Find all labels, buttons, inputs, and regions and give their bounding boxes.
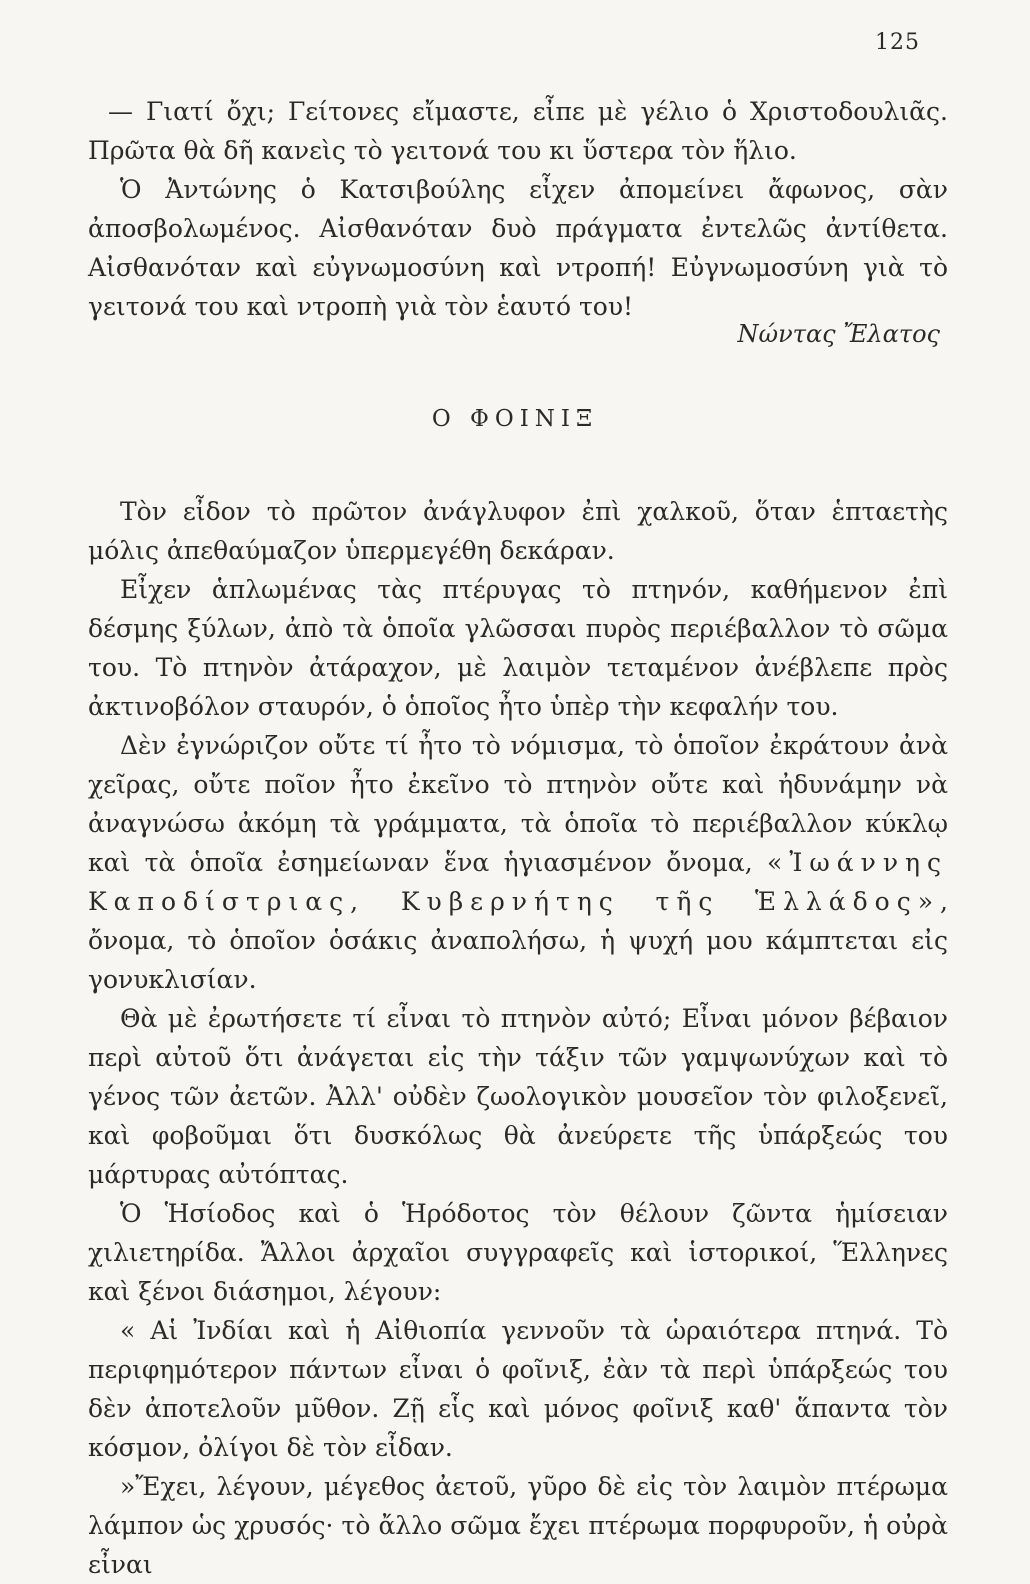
paragraph: »Ἔχει, λέγουν, μέγεθος ἀετοῦ, γῦρο δὲ εἰς τὸν λαιμὸν πτέρωμα λάμπον ὡς χρυσός· τὸ ἄλλο σῶμα ἔχει πτέρωμα πορφυροῦν, ἡ οὐρὰ εἶναι bbox=[88, 1472, 948, 1579]
paragraph: Τὸν εἶδον τὸ πρῶτον ἀνάγλυφον ἐπὶ χαλκοῦ, ὅταν ἑπταετὴς μόλις ἀπεθαύμαζον ὑπερμεγέθη δεκάραν. bbox=[88, 497, 948, 565]
paragraph bbox=[88, 726, 948, 999]
paragraph-text: Δὲν ἐγνώριζον οὔτε τί ἦτο τὸ νόμισμα, τὸ ὁποῖον ἐκράτουν ἀνὰ χεῖρας, οὔτε ποῖον ἦτο ἐκεῖνο τὸ πτηνὸν οὔτε καὶ ἠδυνάμην νὰ ἀναγνώσω ἀκόμη τὰ γράμματα, τὰ ὁποῖα τὸ περιέβαλλον κύκλῳ καὶ τὰ ὁποῖα ἐσημείωναν ἕνα ἡγιασμένον ὄνομα, bbox=[88, 731, 948, 877]
paragraph: Ὁ Ἡσίοδος καὶ ὁ Ἡρόδοτος τὸν θέλουν ζῶντα ἡμίσειαν χιλιετηρίδα. Ἄλλοι ἀρχαῖοι συγγραφεῖς καὶ ἱστορικοί, Ἕλληνες καὶ ξένοι διάσημοι, λέγουν: bbox=[88, 1199, 948, 1306]
paragraph-text: , ὄνομα, τὸ ὁποῖον ὁσάκις ἀναπολήσω, ἡ ψυχή μου κάμπτεται εἰς γονυκλισίαν. bbox=[88, 887, 948, 994]
page-number: 125 bbox=[875, 30, 920, 55]
paragraph: — Γιατί ὄχι; Γείτονες εἴμαστε, εἶπε μὲ γέλιο ὁ Χριστοδουλιᾶς. Πρῶτα θὰ δῆ κανεὶς τὸ γειτονά του κι ὕστερα τὸν ἥλιο. bbox=[88, 97, 948, 165]
spaced-name: «Ἰωάννης Καποδίστριας, Κυβερνήτης τῆς Ἑλλάδος» bbox=[88, 848, 948, 916]
paragraph: Εἶχεν ἁπλωμένας τὰς πτέρυγας τὸ πτηνόν, καθήμενον ἐπὶ δέσμης ξύλων, ἀπὸ τὰ ὁποῖα γλῶσσαι πυρὸς περιέβαλλον τὸ σῶμα του. Τὸ πτηνὸν ἀτάραχον, μὲ λαιμὸν τεταμένον ἀνέβλεπε πρὸς ἀκτινοβόλον σταυρόν, ὁ ὁποῖος ἦτο ὑπὲρ τὴν κεφαλήν του. bbox=[88, 575, 948, 721]
paragraph: Ὁ Ἀντώνης ὁ Κατσιβούλης εἶχεν ἀπομείνει ἄφωνος, σὰν ἀποσβολωμένος. Αἰσθανόταν δυὸ πράγματα ἐντελῶς ἀντίθετα. Αἰσθανόταν καὶ εὐγνωμοσύνη καὶ ντροπή! Εὐγνωμοσύνη γιὰ τὸ γειτονά του καὶ ντροπὴ γιὰ τὸν ἑαυτό του! bbox=[88, 175, 948, 321]
paragraph: Θὰ μὲ ἐρωτήσετε τί εἶναι τὸ πτηνὸν αὐτό; Εἶναι μόνον βέβαιον περὶ αὐτοῦ ὅτι ἀνάγεται εἰς τὴν τάξιν τῶν γαμψωνύχων καὶ τὸ γένος τῶν ἀετῶν. Ἀλλ' οὐδὲν ζωολογικὸν μουσεῖον τὸν φιλοξενεῖ, καὶ φοβοῦμαι ὅτι δυσκόλως θὰ ἀνεύρετε τῆς ὑπάρξεώς του μάρτυρας αὐτόπτας. bbox=[88, 1004, 948, 1189]
chapter-title: Ο ΦΟΙΝΙΞ bbox=[431, 406, 599, 432]
chapter-body bbox=[88, 492, 948, 1584]
story-ending bbox=[88, 92, 948, 326]
author-signature: Νώντας Ἔλατος bbox=[737, 320, 940, 348]
paragraph: « Αἱ Ἰνδίαι καὶ ἡ Αἰθιοπία γεννοῦν τὰ ὡραιότερα πτηνά. Τὸ περιφημότερον πάντων εἶναι ὁ φοῖνιξ, ἐὰν τὰ περὶ ὑπάρξεώς του δὲν ἀποτελοῦν μῦθον. Ζῇ εἷς καὶ μόνος φοῖνιξ καθ' ἅπαντα τὸν κόσμον, ὀλίγοι δὲ τὸν εἶδαν. bbox=[88, 1316, 948, 1462]
